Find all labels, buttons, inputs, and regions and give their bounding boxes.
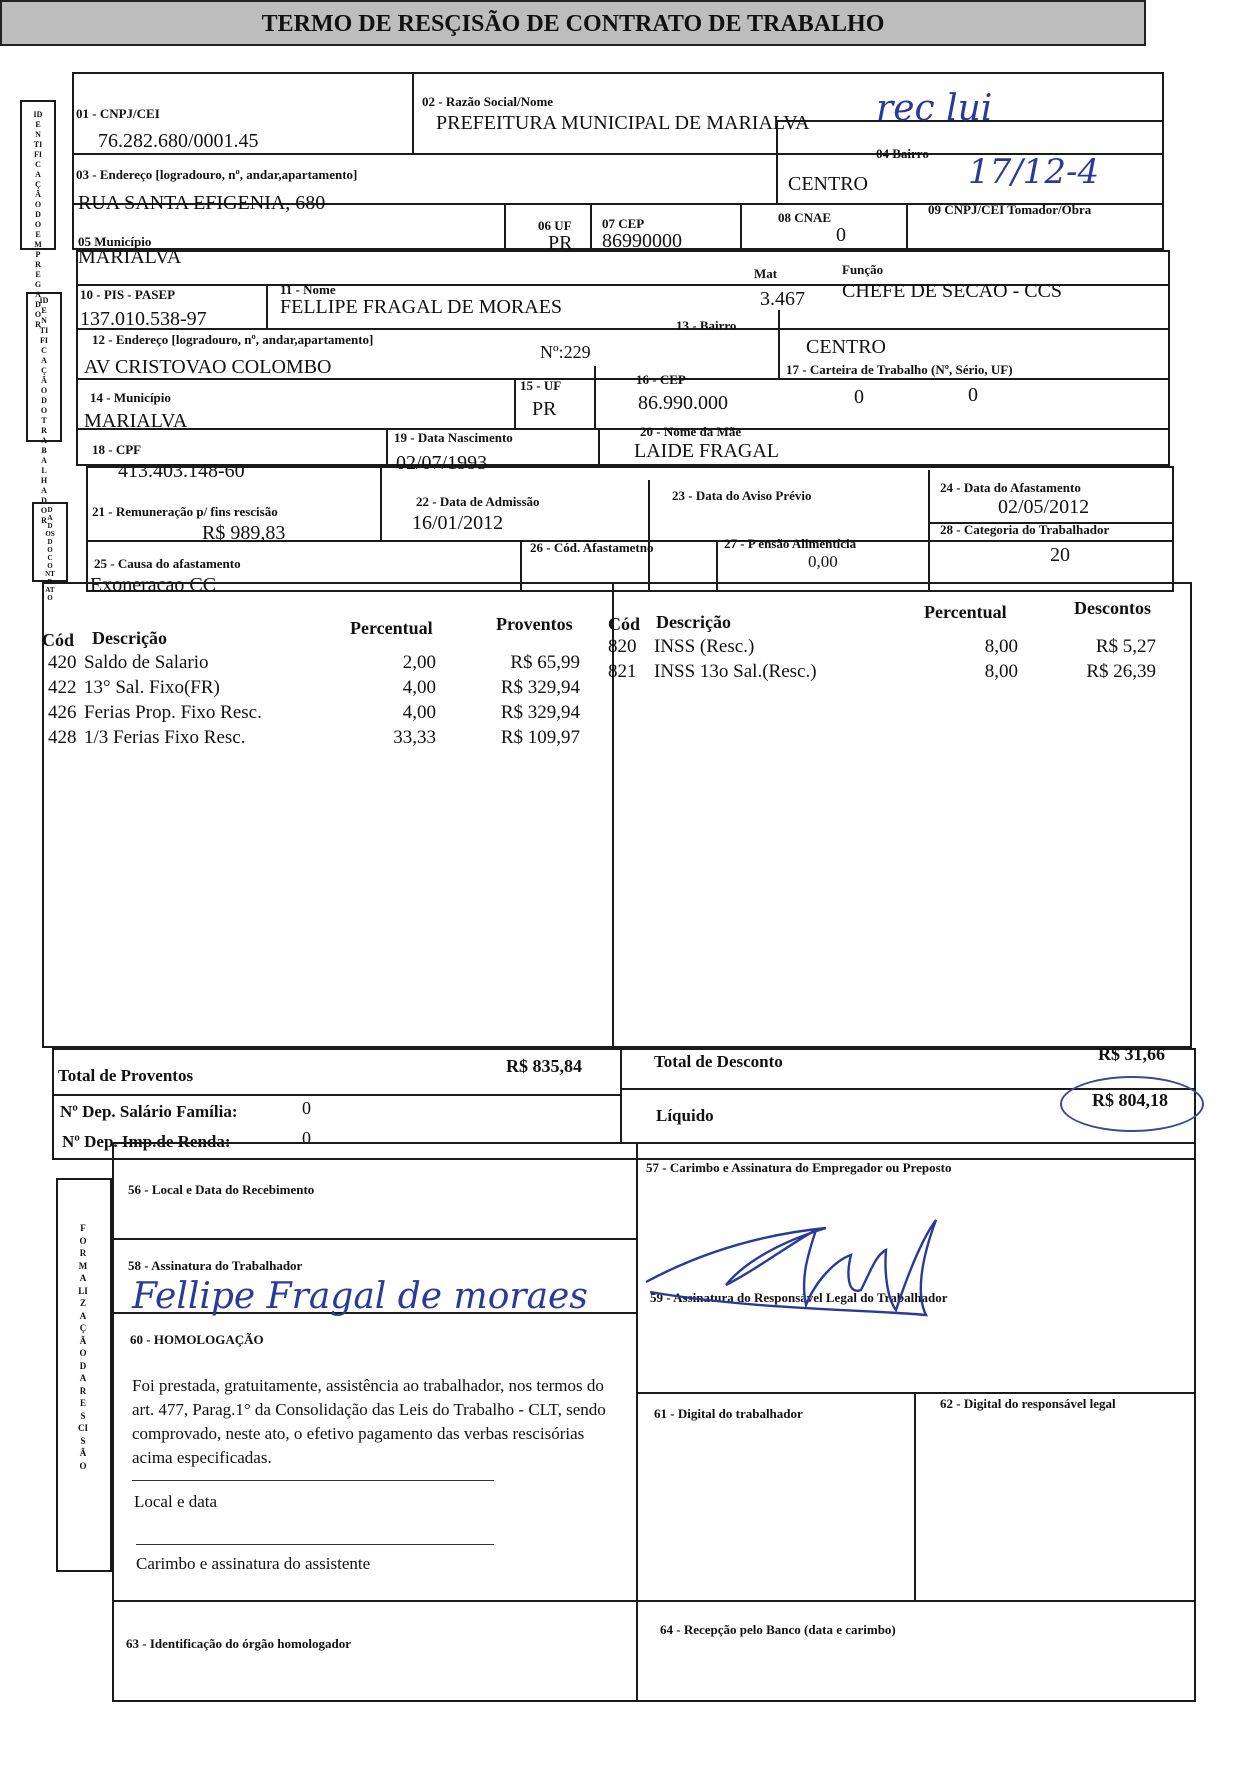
cpf-label: 18 - CPF: [92, 442, 142, 457]
afast-value: 02/05/2012: [998, 496, 1090, 518]
mae-value: LAIDE FRAGAL: [634, 440, 779, 462]
handwritten-note-2: 17/12-4: [968, 152, 1100, 192]
cnae-value: 0: [836, 224, 846, 246]
categoria-label: 28 - Categoria do Trabalhador: [940, 522, 1110, 537]
deductions-desc-cell: INSS 13o Sal.(Resc.): [654, 661, 817, 682]
nasc-value: 02/07/1993: [396, 452, 488, 474]
earnings-pct-header: Percentual: [350, 618, 433, 638]
f61-label: 61 - Digital do trabalhador: [654, 1406, 803, 1421]
liquido-label: Líquido: [656, 1106, 714, 1125]
earnings-pct-cell: 2,00: [402, 652, 436, 673]
earnings-val-cell: R$ 329,94: [500, 702, 580, 723]
categoria-value: 20: [1050, 544, 1070, 566]
causa-label: 25 - Causa do afastamento: [94, 556, 241, 571]
razao-value: PREFEITURA MUNICIPAL DE MARIALVA: [436, 112, 810, 134]
earnings-val-cell: R$ 329,94: [500, 677, 580, 698]
mae-label: 20 - Nome da Mãe: [640, 424, 742, 439]
imp-renda-label: Nº Dep. Imp.de Renda:: [62, 1132, 231, 1151]
employer-side-label: IDENTIFICAÇÃO DO EMPREGADOR: [33, 110, 43, 329]
earnings-pct-cell: 4,00: [402, 677, 436, 698]
deductions-val-cell: R$ 26,39: [1086, 661, 1156, 682]
municipio-employee-label: 14 - Município: [90, 390, 171, 405]
endereco-employee-label: 12 - Endereço [logradouro, nº, andar,apartamento]: [92, 332, 374, 347]
cnpj-label: 01 - CNPJ/CEI: [76, 106, 160, 121]
remun-value: R$ 989,83: [202, 522, 286, 544]
nome-label: 11 - Nome: [280, 282, 336, 297]
deductions-val-cell: R$ 5,27: [1095, 636, 1156, 657]
employee-side-label: IDENTIFICAÇÃO DO TRABALHADOR: [39, 296, 49, 525]
municipio-employee-value: MARIALVA: [84, 410, 188, 432]
mat-label: Mat: [754, 266, 778, 281]
earnings-val-header: Proventos: [496, 614, 573, 634]
earnings-pct-cell: 4,00: [402, 702, 436, 723]
endereco-employee-value: AV CRISTOVAO COLOMBO: [84, 356, 332, 378]
deductions-desc-cell: INSS (Resc.): [654, 636, 755, 657]
bairro-employer-value: CENTRO: [788, 173, 868, 195]
total-proventos-label: Total de Proventos: [58, 1066, 194, 1085]
mat-value: 3.467: [760, 288, 805, 310]
endereco-employer-label: 03 - Endereço [logradouro, nº, andar,apartamento]: [76, 167, 358, 182]
cep-employee-value: 86.990.000: [638, 392, 728, 414]
pensao-value: 0,00: [808, 552, 838, 571]
document-title: TERMO DE RESÇISÃO DE CONTRATO DE TRABALHO: [0, 0, 1146, 46]
handwritten-note-1: rec lui: [876, 88, 993, 129]
sal-fam-value: 0: [302, 1098, 311, 1118]
earnings-cod-cell: 428: [48, 727, 77, 748]
f57-label: 57 - Carimbo e Assinatura do Empregador ou Preposto: [646, 1160, 952, 1175]
deductions-val-header: Descontos: [1074, 598, 1151, 618]
deductions-cod-cell: 821: [608, 661, 637, 682]
admissao-label: 22 - Data de Admissão: [416, 494, 540, 509]
cod-afast-label: 26 - Cód. Afastametno: [530, 540, 654, 555]
deductions-cod-header: Cód: [608, 614, 641, 634]
liquido-value: R$ 804,18: [1092, 1090, 1168, 1110]
earnings-cod-cell: 426: [48, 702, 77, 723]
f63-label: 63 - Identificação do órgão homologador: [126, 1636, 351, 1651]
ctps-label: 17 - Carteira de Trabalho (Nº, Sério, UF): [786, 362, 1013, 377]
tomador-label: 09 CNPJ/CEI Tomador/Obra: [928, 202, 1092, 217]
deductions-pct-cell: 8,00: [984, 661, 1018, 682]
earnings-desc-cell: 1/3 Ferias Fixo Resc.: [84, 727, 246, 748]
earnings-cod-header: Cód: [42, 630, 75, 650]
deductions-desc-header: Descrição: [656, 612, 731, 632]
sal-fam-label: Nº Dep. Salário Família:: [60, 1102, 238, 1121]
f64-label: 64 - Recepção pelo Banco (data e carimbo): [660, 1622, 896, 1637]
worker-signature: Fellipe Fragal de moraes: [132, 1276, 588, 1317]
bairro-employer-label: 04 Bairro: [876, 146, 929, 161]
earnings-desc-cell: Saldo de Salario: [84, 652, 209, 673]
cep-employer-label: 07 CEP: [602, 216, 645, 231]
earnings-cod-cell: 420: [48, 652, 77, 673]
contract-side-label: DADOS DO CONTRATO: [45, 506, 55, 602]
total-desconto-value: R$ 31,66: [1098, 1044, 1165, 1064]
formalization-side-label: FORMALIZAÇÃO DA RESCISÃO: [78, 1223, 89, 1471]
homologation-text: Foi prestada, gratuitamente, assistência ao trabalhador, nos termos do art. 477, Parag.1° da Consolidação das Leis do Trabalho - CLT, sendo comprovado, neste ato, o efetivo pagamento das verbas rescisórias acima especificadas.: [132, 1376, 606, 1467]
uf-employer-label: 06 UF: [538, 218, 572, 233]
earnings-desc-cell: Ferias Prop. Fixo Resc.: [84, 702, 262, 723]
afast-label: 24 - Data do Afastamento: [940, 480, 1081, 495]
ctps-number: 0: [854, 386, 864, 408]
cnpj-value: 76.282.680/0001.45: [98, 130, 259, 152]
cnae-label: 08 CNAE: [778, 210, 832, 225]
total-desconto-label: Total de Desconto: [654, 1052, 783, 1071]
nasc-label: 19 - Data Nascimento: [394, 430, 513, 445]
numero-value: Nº:229: [540, 342, 591, 362]
aviso-label: 23 - Data do Aviso Prévio: [672, 488, 812, 503]
razao-label: 02 - Razão Social/Nome: [422, 94, 554, 109]
f62-label: 62 - Digital do responsável legal: [940, 1396, 1116, 1411]
f56-label: 56 - Local e Data do Recebimento: [128, 1182, 315, 1197]
causa-value: Exoneracao CC: [90, 574, 217, 596]
funcao-label: Função: [842, 262, 884, 277]
deductions-pct-header: Percentual: [924, 602, 1007, 622]
f59-label: 59 - Assinatura do Responsável Legal do Trabalhador: [650, 1290, 948, 1305]
carimbo-assistente-label: Carimbo e assinatura do assistente: [136, 1554, 371, 1573]
total-proventos-value: R$ 835,84: [506, 1056, 582, 1076]
local-data-label: Local e data: [134, 1492, 218, 1511]
uf-employee-label: 15 - UF: [520, 378, 562, 393]
uf-employer-value: PR: [548, 232, 573, 254]
liquido-circle: [1060, 1076, 1204, 1132]
employer-signature: [636, 1200, 966, 1340]
f58-label: 58 - Assinatura do Trabalhador: [128, 1258, 303, 1273]
earnings-desc-header: Descrição: [92, 628, 167, 648]
remun-label: 21 - Remuneração p/ fins rescisão: [92, 504, 278, 519]
admissao-value: 16/01/2012: [412, 512, 504, 534]
nome-value: FELLIPE FRAGAL DE MORAES: [280, 296, 563, 318]
earnings-pct-cell: 33,33: [393, 727, 436, 748]
pensao-label: 27 - P ensão Alimentícia: [724, 536, 857, 551]
earnings-val-cell: R$ 109,97: [500, 727, 580, 748]
ctps-serie: 0: [968, 384, 978, 406]
cep-employer-value: 86990000: [602, 230, 682, 252]
pis-value: 137.010.538-97: [80, 308, 207, 330]
earnings-cod-cell: 422: [48, 677, 77, 698]
endereco-employer-value: RUA SANTA EFIGENIA, 680: [78, 192, 326, 214]
deductions-cod-cell: 820: [608, 636, 637, 657]
bairro-employee-label: 13 - Bairro: [676, 318, 737, 333]
earnings-val-cell: R$ 65,99: [510, 652, 580, 673]
municipio-employer-label: 05 Município: [78, 234, 152, 249]
imp-renda-value: 0: [302, 1128, 311, 1148]
cpf-value: 413.403.148-60: [118, 460, 245, 482]
uf-employee-value: PR: [532, 398, 557, 420]
earnings-desc-cell: 13° Sal. Fixo(FR): [84, 677, 220, 698]
pis-label: 10 - PIS - PASEP: [80, 287, 176, 302]
bairro-employee-value: CENTRO: [806, 336, 886, 358]
funcao-value: CHEFE DE SECAO - CCS: [842, 280, 1063, 302]
deductions-pct-cell: 8,00: [984, 636, 1018, 657]
cep-employee-label: 16 - CEP: [636, 372, 686, 387]
f60-label: 60 - HOMOLOGAÇÃO: [130, 1332, 264, 1347]
municipio-employer-value: MARIALVA: [78, 246, 182, 268]
